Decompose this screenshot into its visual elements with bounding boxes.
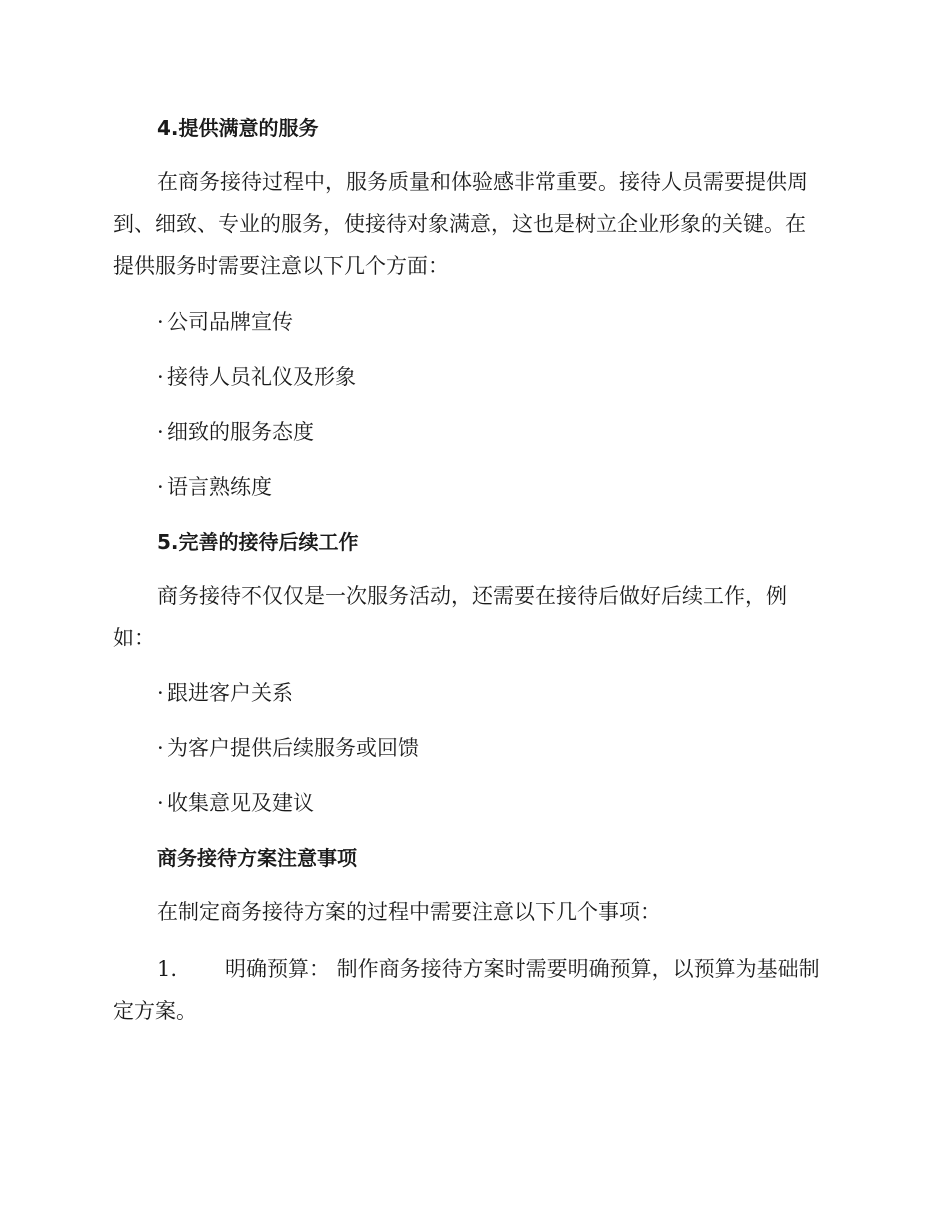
section-4-bullet-3 (157, 418, 314, 446)
bullet-dot: · (157, 475, 164, 499)
bullet-text: 细致的服务态度 (167, 420, 314, 444)
section-5-heading: 5.完善的接待后续工作 (157, 530, 359, 554)
bullet-dot: · (157, 736, 164, 760)
notes-heading: 商务接待方案注意事项 (157, 846, 357, 870)
section-4-paragraph-line-1: 在商务接待过程中，服务质量和体验感非常重要。接待人员需要提供周 (157, 170, 808, 194)
section-4-paragraph-line-2: 到、细致、专业的服务，使接待对象满意，这也是树立企业形象的关键。在 (113, 212, 806, 236)
bullet-dot: · (157, 365, 164, 389)
notes-item-1-number: 1. (157, 957, 178, 981)
bullet-text: 为客户提供后续服务或回馈 (167, 736, 419, 760)
bullet-dot: · (157, 310, 164, 334)
bullet-dot: · (157, 791, 164, 815)
section-4-bullet-2 (157, 363, 356, 391)
bullet-text: 公司品牌宣传 (167, 310, 293, 334)
section-5-bullet-1 (157, 679, 293, 707)
notes-item-1-line-2: 定方案。 (113, 999, 197, 1023)
notes-intro: 在制定商务接待方案的过程中需要注意以下几个事项： (157, 900, 661, 924)
section-5-bullet-2 (157, 734, 419, 762)
section-5-bullet-3 (157, 789, 314, 817)
notes-item-1-line-1: 明确预算： 制作商务接待方案时需要明确预算，以预算为基础制 (225, 957, 820, 981)
section-4-paragraph-line-3: 提供服务时需要注意以下几个方面： (113, 254, 449, 278)
bullet-dot: · (157, 420, 164, 444)
section-4-heading: 4.提供满意的服务 (157, 116, 319, 140)
bullet-dot: · (157, 681, 164, 705)
bullet-text: 收集意见及建议 (167, 791, 314, 815)
section-4-bullet-1 (157, 308, 293, 336)
section-4-bullet-4 (157, 473, 272, 501)
section-5-paragraph-line-2: 如： (113, 626, 155, 650)
bullet-text: 接待人员礼仪及形象 (167, 365, 356, 389)
bullet-text: 语言熟练度 (167, 475, 272, 499)
bullet-text: 跟进客户关系 (167, 681, 293, 705)
section-5-paragraph-line-1: 商务接待不仅仅是一次服务活动，还需要在接待后做好后续工作，例 (157, 584, 787, 608)
